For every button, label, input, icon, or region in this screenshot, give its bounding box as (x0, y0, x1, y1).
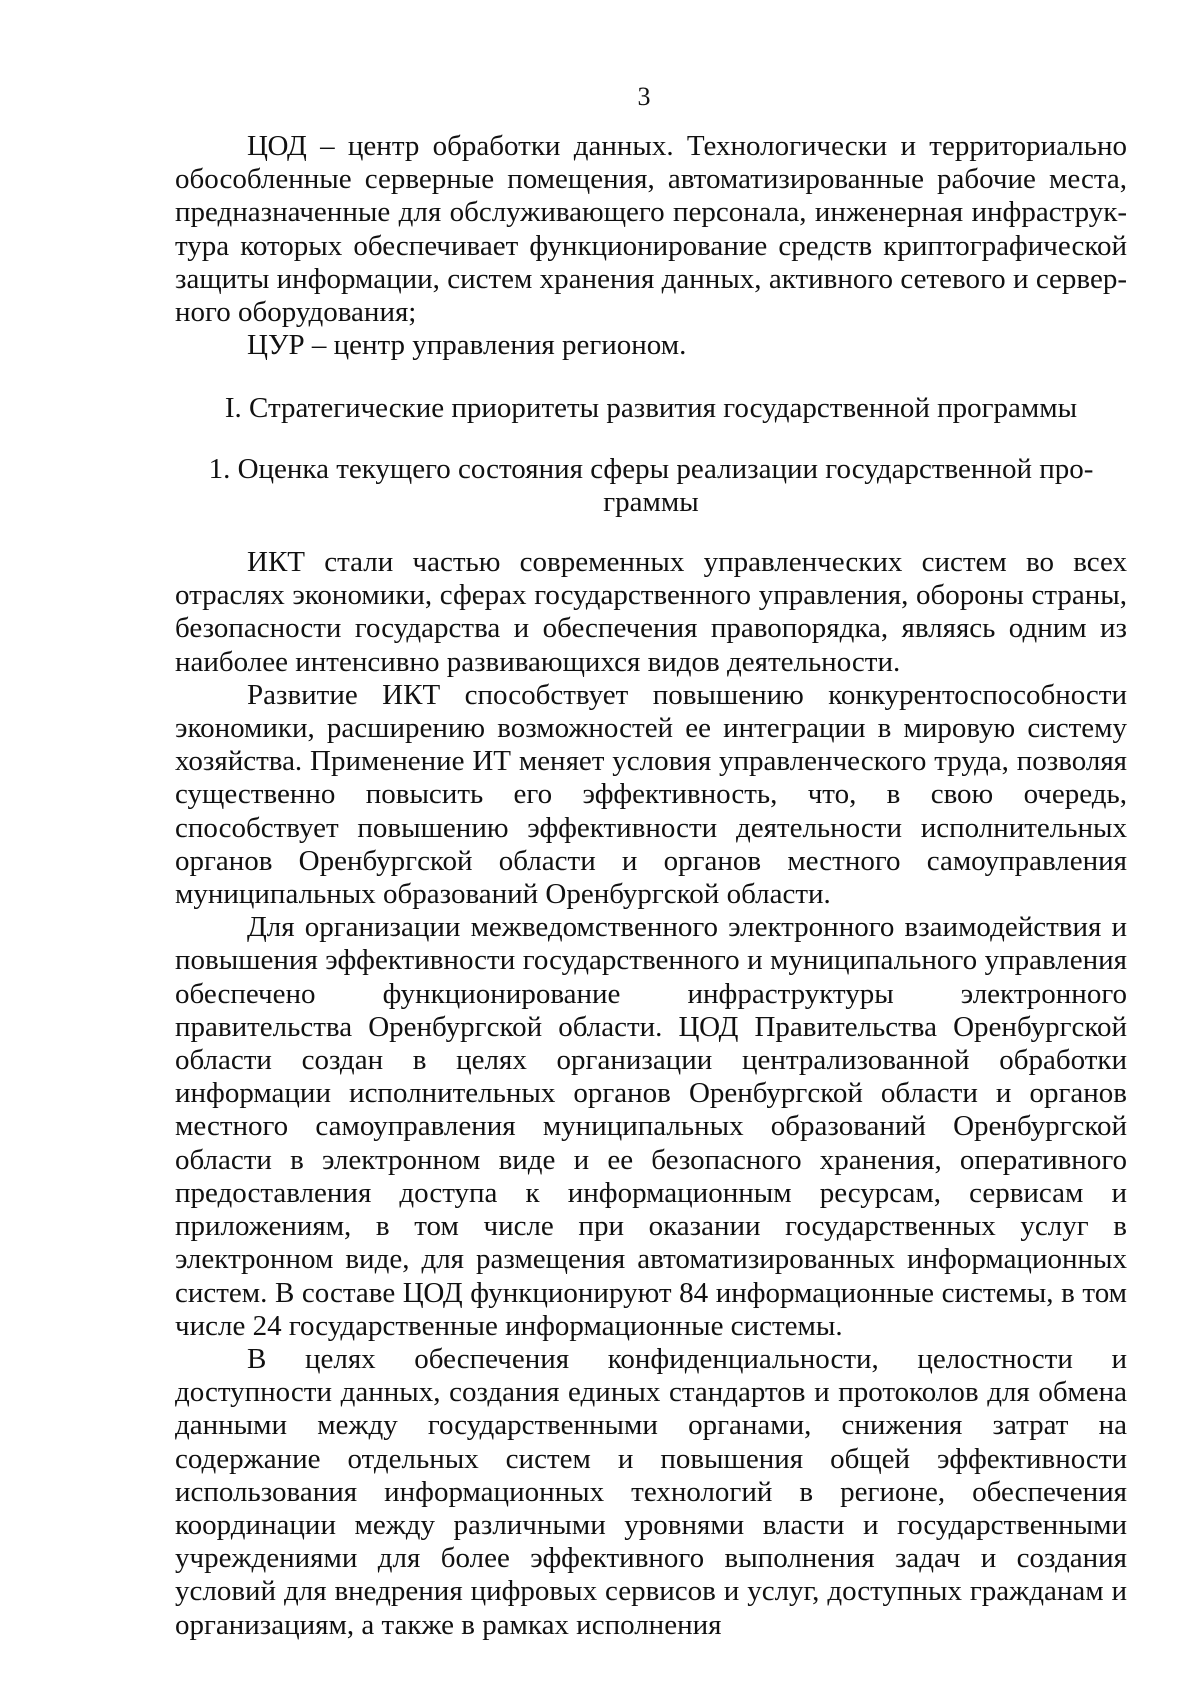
section-title: I. Стратегические приоритеты развития государственной программы (224, 392, 1078, 425)
subsection-title: 1. Оценка текущего состояния сферы реализации государственной программы (208, 452, 1094, 518)
body-paragraph: В целях обеспечения конфиденциальности, целостности и доступности данных, создания единых стандартов и протоколов для обмена данными между государственными органами, снижения затрат на содержание отдельных систем и повышения общей эффективности использования информационных технологий в регионе, обеспечения координации между различными уровнями власти и государственными учреждениями для более эффективного выполнения задач и создания условий для внедрения цифровых сервисов и услуг, доступных гражданам и организациям, а также в рамках исполнения (175, 1342, 1127, 1641)
spacer (175, 362, 1127, 392)
page-content (175, 130, 1127, 1642)
spacer (175, 519, 1127, 546)
definition-tsur: ЦУР – центр управления регионом. (247, 329, 687, 362)
body-paragraph: ИКТ стали частью современных управленческих систем во всех отраслях экономики, сферах государственного управления, обороны страны, безопасности государства и обеспечения правопорядка, являясь одним из наиболее интенсивно развивающихся видов деятельности. (175, 546, 1127, 678)
body-paragraph: Для организации межведомственного электронного взаимодействия и повышения эффективности государственного и муниципального управления обеспечено функционирование инфраструктуры электронного правительства Оренбургской области. ЦОД Правительства Оренбургской области создан в целях организации централизованной обработки информации исполнительных органов Оренбургской области и органов местного самоуправления муниципальных образований Оренбургской области в электронном виде и ее безопасного хранения, оперативного предоставления доступа к информационным ресурсам, сервисам и приложениям, в том числе при оказании государственных услуг в электронном виде, для размещения автоматизированных информационных систем. В составе ЦОД функционируют 84 информационные системы, в том числе 24 государственные информационные системы. (175, 911, 1127, 1342)
body-paragraph: Развитие ИКТ способствует повышению конкурентоспособности экономики, расширению возможностей ее интеграции в мировую систему хозяйства. Применение ИТ меняет условия управленческого труда, позволяя существенно повысить его эффективность, что, в свою очередь, способствует повышению эффективности деятельности исполнительных органов Оренбургской области и органов местного самоуправления муниципальных образований Оренбургской области. (175, 678, 1127, 911)
page-number: 3 (637, 82, 651, 111)
definition-tsod: ЦОД – центр обработки данных. Технологически и территориально обособленные серверные помещения, автоматизированные рабочие места, предназначенные для обслуживающего персонала, инженерная инфраструктура которых обеспечивает функционирование средств криптографической защиты информации, систем хранения данных, активного сетевого и серверного оборудования; (175, 130, 1127, 329)
spacer (175, 426, 1127, 453)
